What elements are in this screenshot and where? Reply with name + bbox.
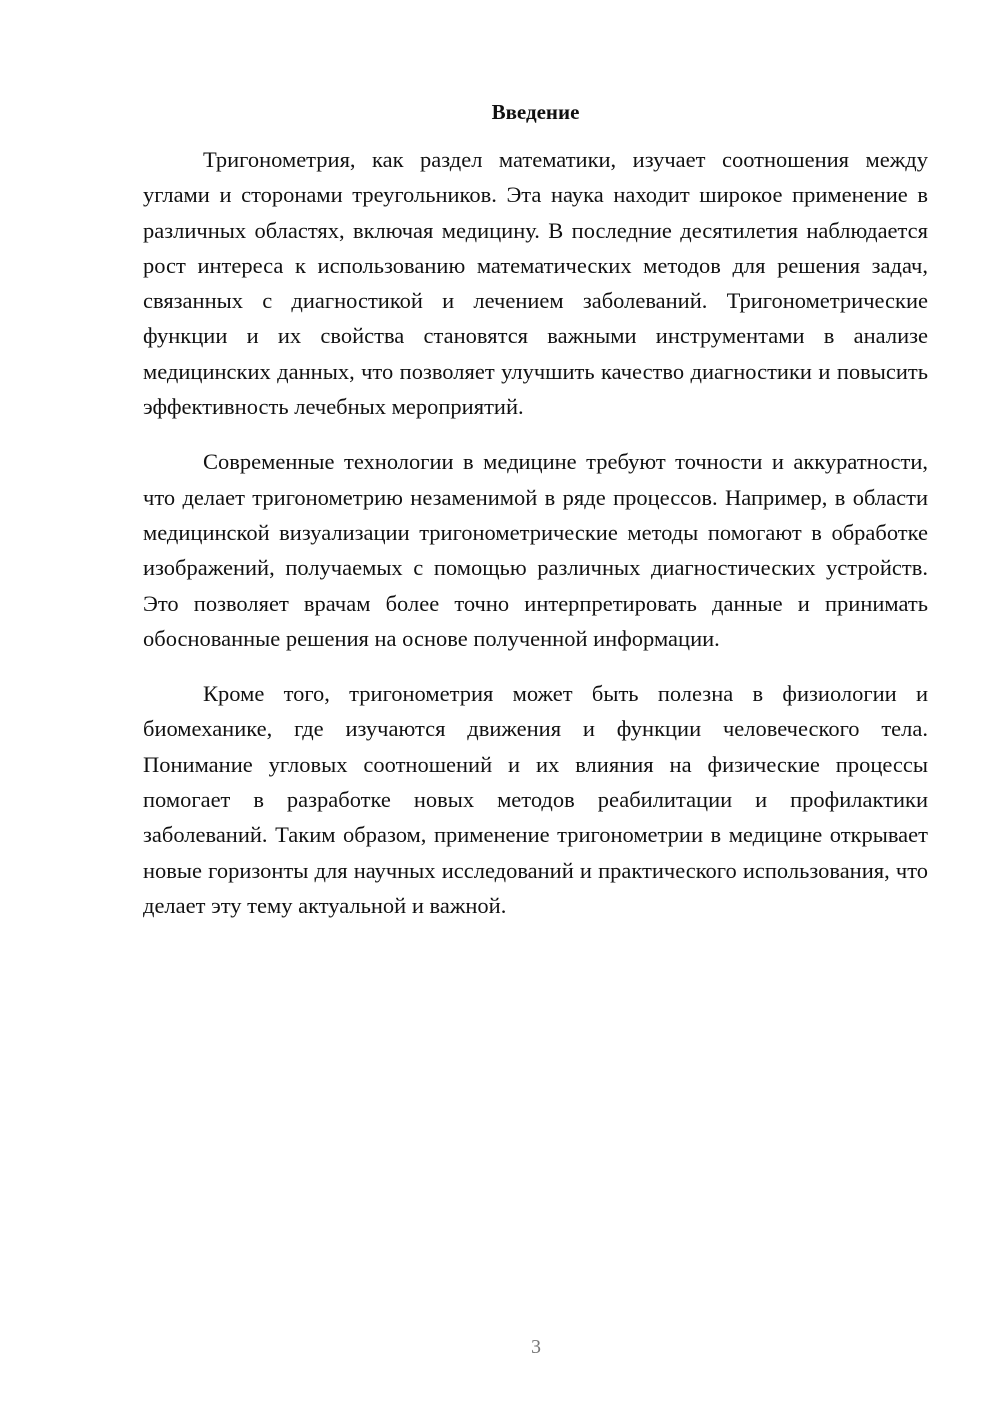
body-text — [143, 142, 928, 943]
section-heading: Введение — [491, 100, 580, 124]
paragraph-3: Кроме того, тригонометрия может быть полезна в физиологии и биомеханике, где изучаются движения и функции человеческого тела. Понимание угловых соотношений и их влияния на физические процессы помогает в разработке новых методов реабилитации и профилактики заболеваний. Таким образом, применение тригонометрии в медицине открывает новые горизонты для научных исследований и практического использования, что делает эту тему актуальной и важной. — [143, 681, 928, 918]
paragraph-2: Современные технологии в медицине требуют точности и аккуратности, что делает тригонометрию незаменимой в ряде процессов. Например, в области медицинской визуализации тригонометрические методы помогают в обработке изображений, получаемых с помощью различных диагностических устройств. Это позволяет врачам более точно интерпретировать данные и принимать обоснованные решения на основе полученной информации. — [143, 449, 928, 651]
paragraph-1: Тригонометрия, как раздел математики, изучает соотношения между углами и сторонами треугольников. Эта наука находит широкое применение в различных областях, включая медицину. В последние десятилетия наблюдается рост интереса к использованию математических методов для решения задач, связанных с диагностикой и лечением заболеваний. Тригонометрические функции и их свойства становятся важными инструментами в анализе медицинских данных, что позволяет улучшить качество диагностики и повысить эффективность лечебных мероприятий. — [143, 147, 928, 420]
page-number: 3 — [531, 1336, 541, 1358]
